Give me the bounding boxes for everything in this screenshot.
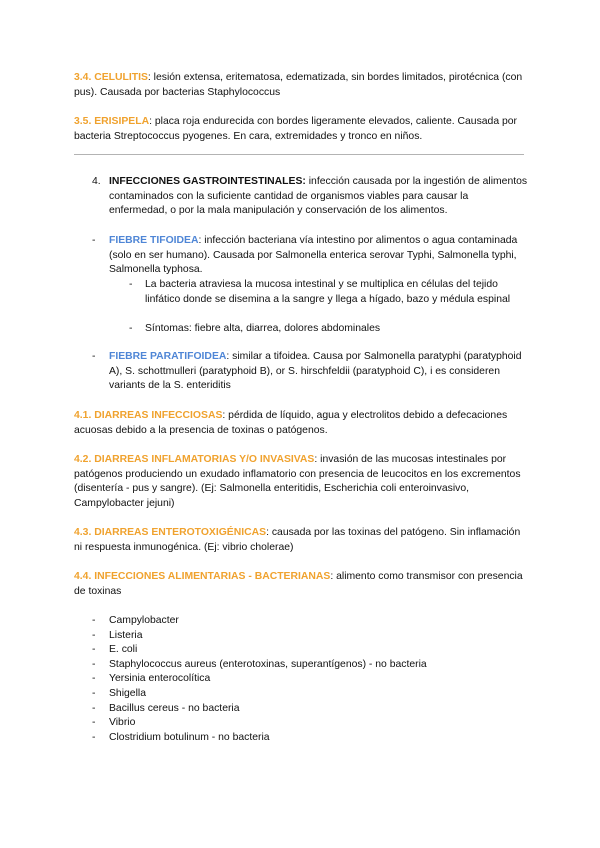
fiebre-paratifoidea-item (109, 350, 529, 394)
list-item (92, 731, 532, 746)
list-bullet: - (92, 658, 96, 670)
section-text: : invasión de las mucosas intestinales por patógenos produciendo un exudado inflamatorio con presencia de leucocitos en los excrementos (disentería - pus y sangre). (Ej: Salmonella enteritidis, Escherichia coli enteroinvasivo, Campylobacter jejuni) (74, 454, 521, 509)
list-bullet: - (92, 731, 96, 743)
list-item-text: Vibrio (109, 717, 136, 729)
item-heading: FIEBRE TIFOIDEA (109, 235, 199, 246)
section-heading: 4.2. DIARREAS INFLAMATORIAS Y/O INVASIVAS (74, 454, 315, 465)
section-text: : pérdida de líquido, agua y electrolitos debido a defecaciones acuosas debido a la presencia de toxinas o patógenos. (74, 410, 508, 436)
section-3-5-erisipela (74, 115, 529, 144)
list-item-text: Bacillus cereus - no bacteria (109, 702, 240, 714)
list-item (92, 614, 532, 629)
fiebre-tifoidea-item (109, 234, 529, 278)
section-4-3-diarreas-enterotoxigenicas (74, 526, 529, 555)
list-bullet: - (92, 629, 96, 641)
list-item-text: Listeria (109, 629, 143, 641)
list-item-text: E. coli (109, 644, 138, 656)
list-bullet: - (92, 615, 96, 626)
section-text: infección causada por la ingestión de alimentos contaminados con la suficiente cantidad de organismos viables para causar la enfermedad, o por la mala manipulación y conservación de los alimentos. (109, 176, 528, 217)
list-item-text: Yersinia enterocolítica (109, 673, 211, 685)
section-heading: INFECCIONES GASTROINTESTINALES: (109, 176, 306, 187)
section-heading: 3.5. ERISIPELA (74, 116, 150, 127)
list-item (92, 658, 532, 673)
list-number: 4. (92, 176, 101, 187)
list-bullet: - (92, 673, 96, 685)
sub-bullet: - (129, 279, 133, 290)
list-bullet: - (92, 644, 96, 656)
section-text: : placa roja endurecida con bordes ligeramente elevados, caliente. Causada por bacteria Streptococcus pyogenes. En cara, extremidades y tronco en niños. (74, 116, 518, 142)
item-text: : infección bacteriana vía intestino por alimentos o agua contaminada (solo en ser humano). Causada por Salmonella enterica serovar Typhi, Salmonella typhi, Salmonella typhosa. (109, 235, 518, 276)
bacteria-list (92, 614, 532, 745)
list-item (92, 716, 532, 731)
section-text: : causada por las toxinas del patógeno. Sin inflamación ni respuesta inmunogénica. (Ej: vibrio cholerae) (74, 527, 521, 553)
section-3-4-celulitis (74, 71, 529, 100)
list-item-text: Staphylococcus aureus (enterotoxinas, superantígenos) - no bacteria (109, 658, 427, 670)
list-item-text: Campylobacter (109, 615, 179, 626)
list-item (92, 687, 532, 702)
section-4-infecciones-gastrointestinales (109, 175, 529, 219)
section-heading: 4.4. INFECCIONES ALIMENTARIAS - BACTERIANAS (74, 571, 331, 582)
list-item-text: Shigella (109, 687, 146, 699)
item-text: : similar a tifoidea. Causa por Salmonella paratyphi (paratyphoid A), S. schottmulleri (paratyphoid B), or S. hirschfeldii (paratyphoid C), i es consideren variants de la S. enteriditis (109, 351, 522, 392)
sub-item: Síntomas: fiebre alta, diarrea, dolores abdominales (145, 323, 381, 334)
list-item-text: Clostridium botulinum - no bacteria (109, 731, 270, 743)
section-text: : alimento como transmisor con presencia de toxinas (74, 571, 523, 597)
list-item (92, 702, 532, 717)
list-bullet: - (92, 717, 96, 729)
list-item (92, 672, 532, 687)
horizontal-divider (74, 154, 524, 155)
section-4-1-diarreas-infecciosas (74, 409, 529, 438)
item-heading: FIEBRE PARATIFOIDEA (109, 351, 227, 362)
section-text: : lesión extensa, eritematosa, edematizada, sin bordes limitados, pirotécnica (con pus). Causada por bacterias Staphylococcus (74, 72, 523, 98)
list-bullet: - (92, 702, 96, 714)
section-4-2-diarreas-inflamatorias (74, 453, 529, 511)
section-heading: 4.3. DIARREAS ENTEROTOXIGÉNICAS (74, 527, 267, 538)
section-heading: 3.4. CELULITIS (74, 72, 148, 83)
sub-item: La bacteria atraviesa la mucosa intestinal y se multiplica en células del tejido linfático donde se disemina a la sangre y llega a hígado, bazo y médula espinal (145, 279, 511, 305)
list-bullet: - (92, 687, 96, 699)
list-item (92, 629, 532, 644)
sub-bullet: - (129, 323, 133, 334)
list-bullet: - (92, 235, 96, 246)
section-4-4-infecciones-alimentarias (74, 570, 529, 599)
list-item (92, 643, 532, 658)
list-bullet: - (92, 351, 96, 362)
section-heading: 4.1. DIARREAS INFECCIOSAS (74, 410, 223, 421)
